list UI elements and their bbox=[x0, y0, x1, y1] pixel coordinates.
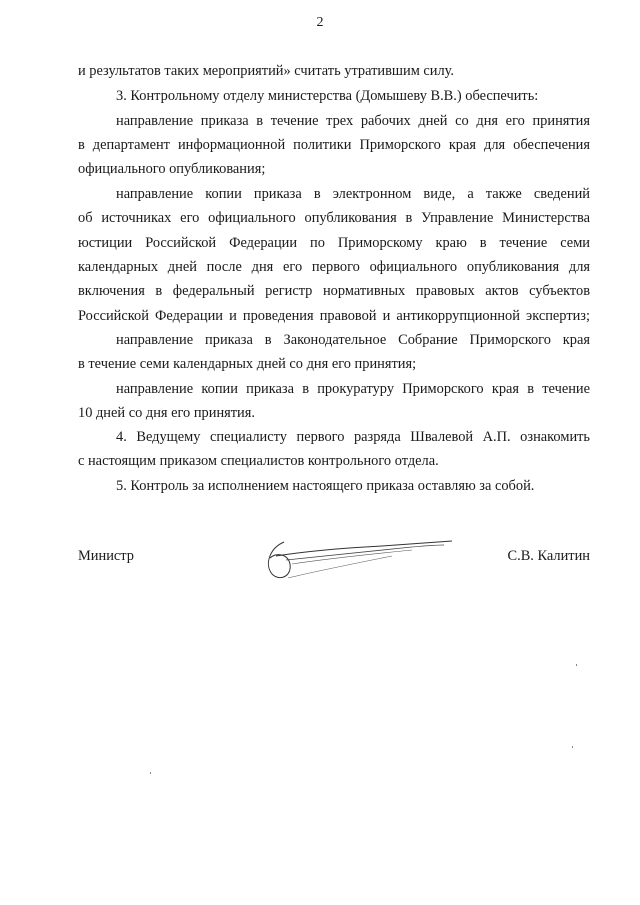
scan-speck bbox=[576, 664, 577, 666]
signatory-name: С.В. Калитин bbox=[507, 548, 590, 564]
text-line: календарных дней после дня его первого официального опубликования для bbox=[78, 259, 590, 275]
text-line: официального опубликования; bbox=[78, 161, 266, 177]
text-line: 10 дней со дня его принятия. bbox=[78, 405, 255, 421]
text-line: 4. Ведущему специалисту первого разряда Швалевой А.П. ознакомить bbox=[116, 429, 590, 445]
text-line: направление копии приказа в электронном виде, а также сведений bbox=[116, 186, 590, 202]
text-line: юстиции Российской Федерации по Приморскому краю в течение семи bbox=[78, 235, 590, 251]
text-line: в течение семи календарных дней со дня его принятия; bbox=[78, 356, 417, 372]
signatory-title: Министр bbox=[78, 548, 134, 564]
handwritten-signature bbox=[262, 538, 462, 584]
text-line: 5. Контроль за исполнением настоящего приказа оставляю за собой. bbox=[116, 478, 535, 494]
text-line: об источниках его официального опубликования в Управление Министерства bbox=[78, 210, 590, 226]
text-line: в департамент информационной политики Приморского края для обеспечения bbox=[78, 137, 590, 153]
text-line: направление копии приказа в прокуратуру Приморского края в течение bbox=[116, 381, 590, 397]
text-line: направление приказа в течение трех рабочих дней со дня его принятия bbox=[116, 113, 590, 129]
text-line: Российской Федерации и проведения правовой и антикоррупционной экспертиз; bbox=[78, 308, 590, 324]
text-line: с настоящим приказом специалистов контрольного отдела. bbox=[78, 453, 439, 469]
page-number: 2 bbox=[316, 15, 324, 30]
text-line: 3. Контрольному отделу министерства (Домышеву В.В.) обеспечить: bbox=[116, 88, 539, 104]
text-line: направление приказа в Законодательное Собрание Приморского края bbox=[116, 332, 590, 348]
scan-speck bbox=[572, 746, 573, 748]
scan-speck bbox=[150, 772, 151, 774]
signature-block bbox=[0, 538, 640, 598]
text-line: включения в федеральный регистр нормативных правовых актов субъектов bbox=[78, 283, 590, 299]
text-line: и результатов таких мероприятий» считать утратившим силу. bbox=[78, 63, 455, 79]
